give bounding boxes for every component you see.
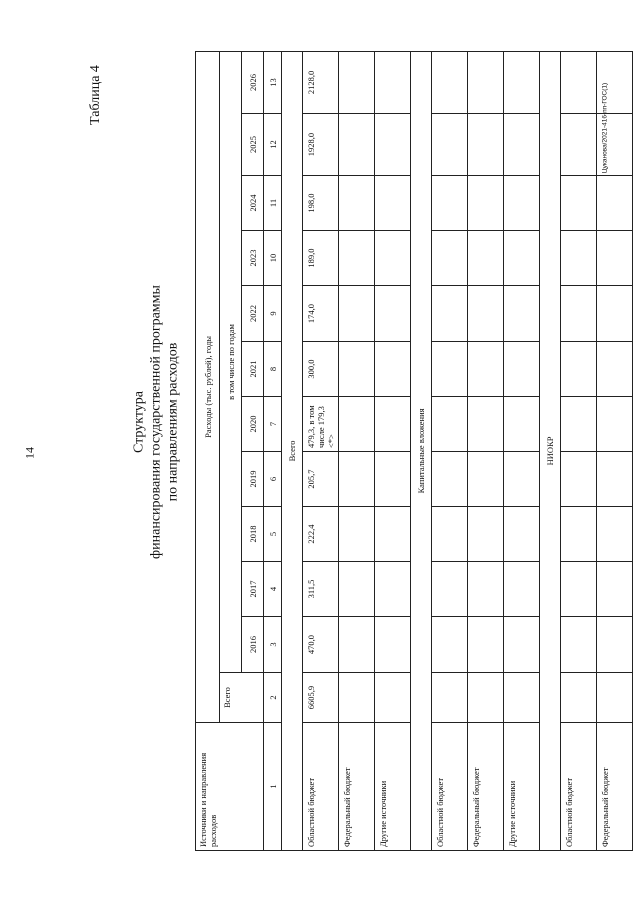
table-row: [303, 51, 339, 850]
year-value-cell: [339, 51, 375, 113]
table-row: [561, 51, 597, 850]
source-label: Другие источники: [504, 723, 540, 851]
year-header: 2016: [242, 617, 264, 673]
column-number: 13: [264, 51, 282, 113]
source-label: Областной бюджет: [561, 723, 597, 851]
year-value-cell: [468, 114, 504, 176]
table-head: [196, 51, 282, 850]
year-value-cell: 1928,0: [303, 114, 339, 176]
year-value-cell: [597, 507, 633, 562]
year-value-cell: [597, 51, 633, 113]
section-row: [540, 51, 561, 850]
year-value-cell: [432, 176, 468, 231]
year-value-cell: [561, 231, 597, 286]
year-value-cell: [468, 231, 504, 286]
table-row: [597, 51, 633, 850]
year-value-cell: [339, 507, 375, 562]
year-value-cell: [375, 452, 411, 507]
table-row: [339, 51, 375, 850]
year-value-cell: [504, 452, 540, 507]
year-value-cell: [597, 617, 633, 673]
year-value-cell: [504, 231, 540, 286]
year-value-cell: [468, 562, 504, 617]
year-value-cell: [597, 176, 633, 231]
year-value-cell: [432, 562, 468, 617]
year-value-cell: [561, 452, 597, 507]
year-value-cell: [468, 452, 504, 507]
year-value-cell: [504, 507, 540, 562]
year-value-cell: [561, 114, 597, 176]
year-value-cell: [432, 114, 468, 176]
year-value-cell: [468, 507, 504, 562]
year-value-cell: 189,0: [303, 231, 339, 286]
total-cell: [432, 673, 468, 723]
year-value-cell: [339, 342, 375, 397]
year-value-cell: [339, 286, 375, 342]
year-value-cell: [375, 562, 411, 617]
year-value-cell: [339, 452, 375, 507]
header-source: Источники и направления расходов: [196, 723, 264, 851]
year-header: 2023: [242, 231, 264, 286]
year-header: 2022: [242, 286, 264, 342]
year-value-cell: [504, 114, 540, 176]
year-value-cell: [375, 617, 411, 673]
year-value-cell: [597, 452, 633, 507]
year-value-cell: 311,5: [303, 562, 339, 617]
column-number: 4: [264, 562, 282, 617]
year-value-cell: [561, 286, 597, 342]
column-number: 6: [264, 452, 282, 507]
year-value-cell: [504, 51, 540, 113]
total-cell: 6605,9: [303, 673, 339, 723]
source-label: Федеральный бюджет: [339, 723, 375, 851]
year-value-cell: [597, 397, 633, 452]
year-header: 2019: [242, 452, 264, 507]
header-expenses: Расходы (тыс. рублей), годы: [196, 51, 220, 722]
table-row: [375, 51, 411, 850]
column-number: 7: [264, 397, 282, 452]
year-header: 2025: [242, 114, 264, 176]
year-value-cell: [375, 176, 411, 231]
title-line-3: по направлениям расходов: [165, 342, 181, 502]
year-value-cell: [504, 342, 540, 397]
year-value-cell: [597, 114, 633, 176]
section-title: Всего: [282, 51, 303, 850]
year-header: 2024: [242, 176, 264, 231]
year-value-cell: [432, 507, 468, 562]
year-value-cell: [432, 231, 468, 286]
section-title: Капитальные вложения: [411, 51, 432, 850]
table-row: [468, 51, 504, 850]
year-value-cell: 174,0: [303, 286, 339, 342]
year-value-cell: [432, 286, 468, 342]
year-value-cell: [339, 562, 375, 617]
section-row: [411, 51, 432, 850]
total-cell: [561, 673, 597, 723]
year-value-cell: 198,0: [303, 176, 339, 231]
year-value-cell: [561, 562, 597, 617]
source-label: Федеральный бюджет: [597, 723, 633, 851]
year-value-cell: [432, 617, 468, 673]
table-body: [282, 51, 633, 850]
year-value-cell: [375, 114, 411, 176]
year-header: 2026: [242, 51, 264, 113]
year-value-cell: 222,4: [303, 507, 339, 562]
year-value-cell: 300,0: [303, 342, 339, 397]
year-value-cell: [339, 397, 375, 452]
source-label: Областной бюджет: [432, 723, 468, 851]
year-value-cell: [468, 176, 504, 231]
year-value-cell: [561, 176, 597, 231]
year-value-cell: [504, 176, 540, 231]
total-cell: [504, 673, 540, 723]
column-number: 11: [264, 176, 282, 231]
section-row: [282, 51, 303, 850]
section-title: НИОКР: [540, 51, 561, 850]
column-numbers-row: [264, 51, 282, 850]
total-cell: [339, 673, 375, 723]
year-header: 2020: [242, 397, 264, 452]
year-value-cell: [561, 51, 597, 113]
column-number: 1: [264, 723, 282, 851]
year-header: 2018: [242, 507, 264, 562]
year-value-cell: [468, 286, 504, 342]
year-value-cell: [597, 231, 633, 286]
total-cell: [597, 673, 633, 723]
document-code: Цуканова/2021-416-пп-ГОС(1): [601, 82, 609, 174]
year-value-cell: [597, 342, 633, 397]
source-label: Федеральный бюджет: [468, 723, 504, 851]
column-number: 10: [264, 231, 282, 286]
year-value-cell: [339, 617, 375, 673]
year-value-cell: [561, 617, 597, 673]
year-value-cell: 205,7: [303, 452, 339, 507]
table-row: [432, 51, 468, 850]
column-number: 2: [264, 673, 282, 723]
title-line-1: Структура: [131, 390, 147, 454]
year-value-cell: [339, 176, 375, 231]
total-cell: [468, 673, 504, 723]
column-number: 9: [264, 286, 282, 342]
header-total: Всего: [220, 673, 264, 723]
year-value-cell: [504, 286, 540, 342]
table-row: [504, 51, 540, 850]
table-label: Таблица 4: [88, 65, 103, 125]
header-in-years: в том числе по годам: [220, 51, 242, 672]
year-value-cell: [468, 397, 504, 452]
year-value-cell: [432, 397, 468, 452]
year-value-cell: [468, 51, 504, 113]
year-value-cell: [561, 342, 597, 397]
year-value-cell: [375, 286, 411, 342]
source-label: Областной бюджет: [303, 723, 339, 851]
financing-table: [195, 51, 633, 851]
year-header: 2017: [242, 562, 264, 617]
year-value-cell: [504, 397, 540, 452]
year-value-cell: [468, 342, 504, 397]
year-value-cell: [504, 617, 540, 673]
year-value-cell: [375, 397, 411, 452]
year-value-cell: [504, 562, 540, 617]
year-value-cell: [432, 51, 468, 113]
column-number: 3: [264, 617, 282, 673]
year-value-cell: [375, 342, 411, 397]
year-value-cell: [375, 507, 411, 562]
year-value-cell: 479,3, в том числе 179,3 <*>: [303, 397, 339, 452]
year-value-cell: [339, 114, 375, 176]
year-value-cell: [561, 397, 597, 452]
year-value-cell: [561, 507, 597, 562]
column-number: 5: [264, 507, 282, 562]
year-value-cell: 2128,0: [303, 51, 339, 113]
year-value-cell: [597, 562, 633, 617]
year-value-cell: [432, 452, 468, 507]
source-label: Другие источники: [375, 723, 411, 851]
column-number: 12: [264, 114, 282, 176]
year-value-cell: [597, 286, 633, 342]
year-value-cell: [339, 231, 375, 286]
year-value-cell: 470,0: [303, 617, 339, 673]
title-line-2: финансирования государственной программы: [148, 285, 164, 559]
year-header: 2021: [242, 342, 264, 397]
document-title: [131, 285, 182, 559]
year-value-cell: [468, 617, 504, 673]
column-number: 8: [264, 342, 282, 397]
total-cell: [375, 673, 411, 723]
year-value-cell: [375, 231, 411, 286]
year-value-cell: [375, 51, 411, 113]
page-number: 14: [22, 447, 37, 459]
year-value-cell: [432, 342, 468, 397]
